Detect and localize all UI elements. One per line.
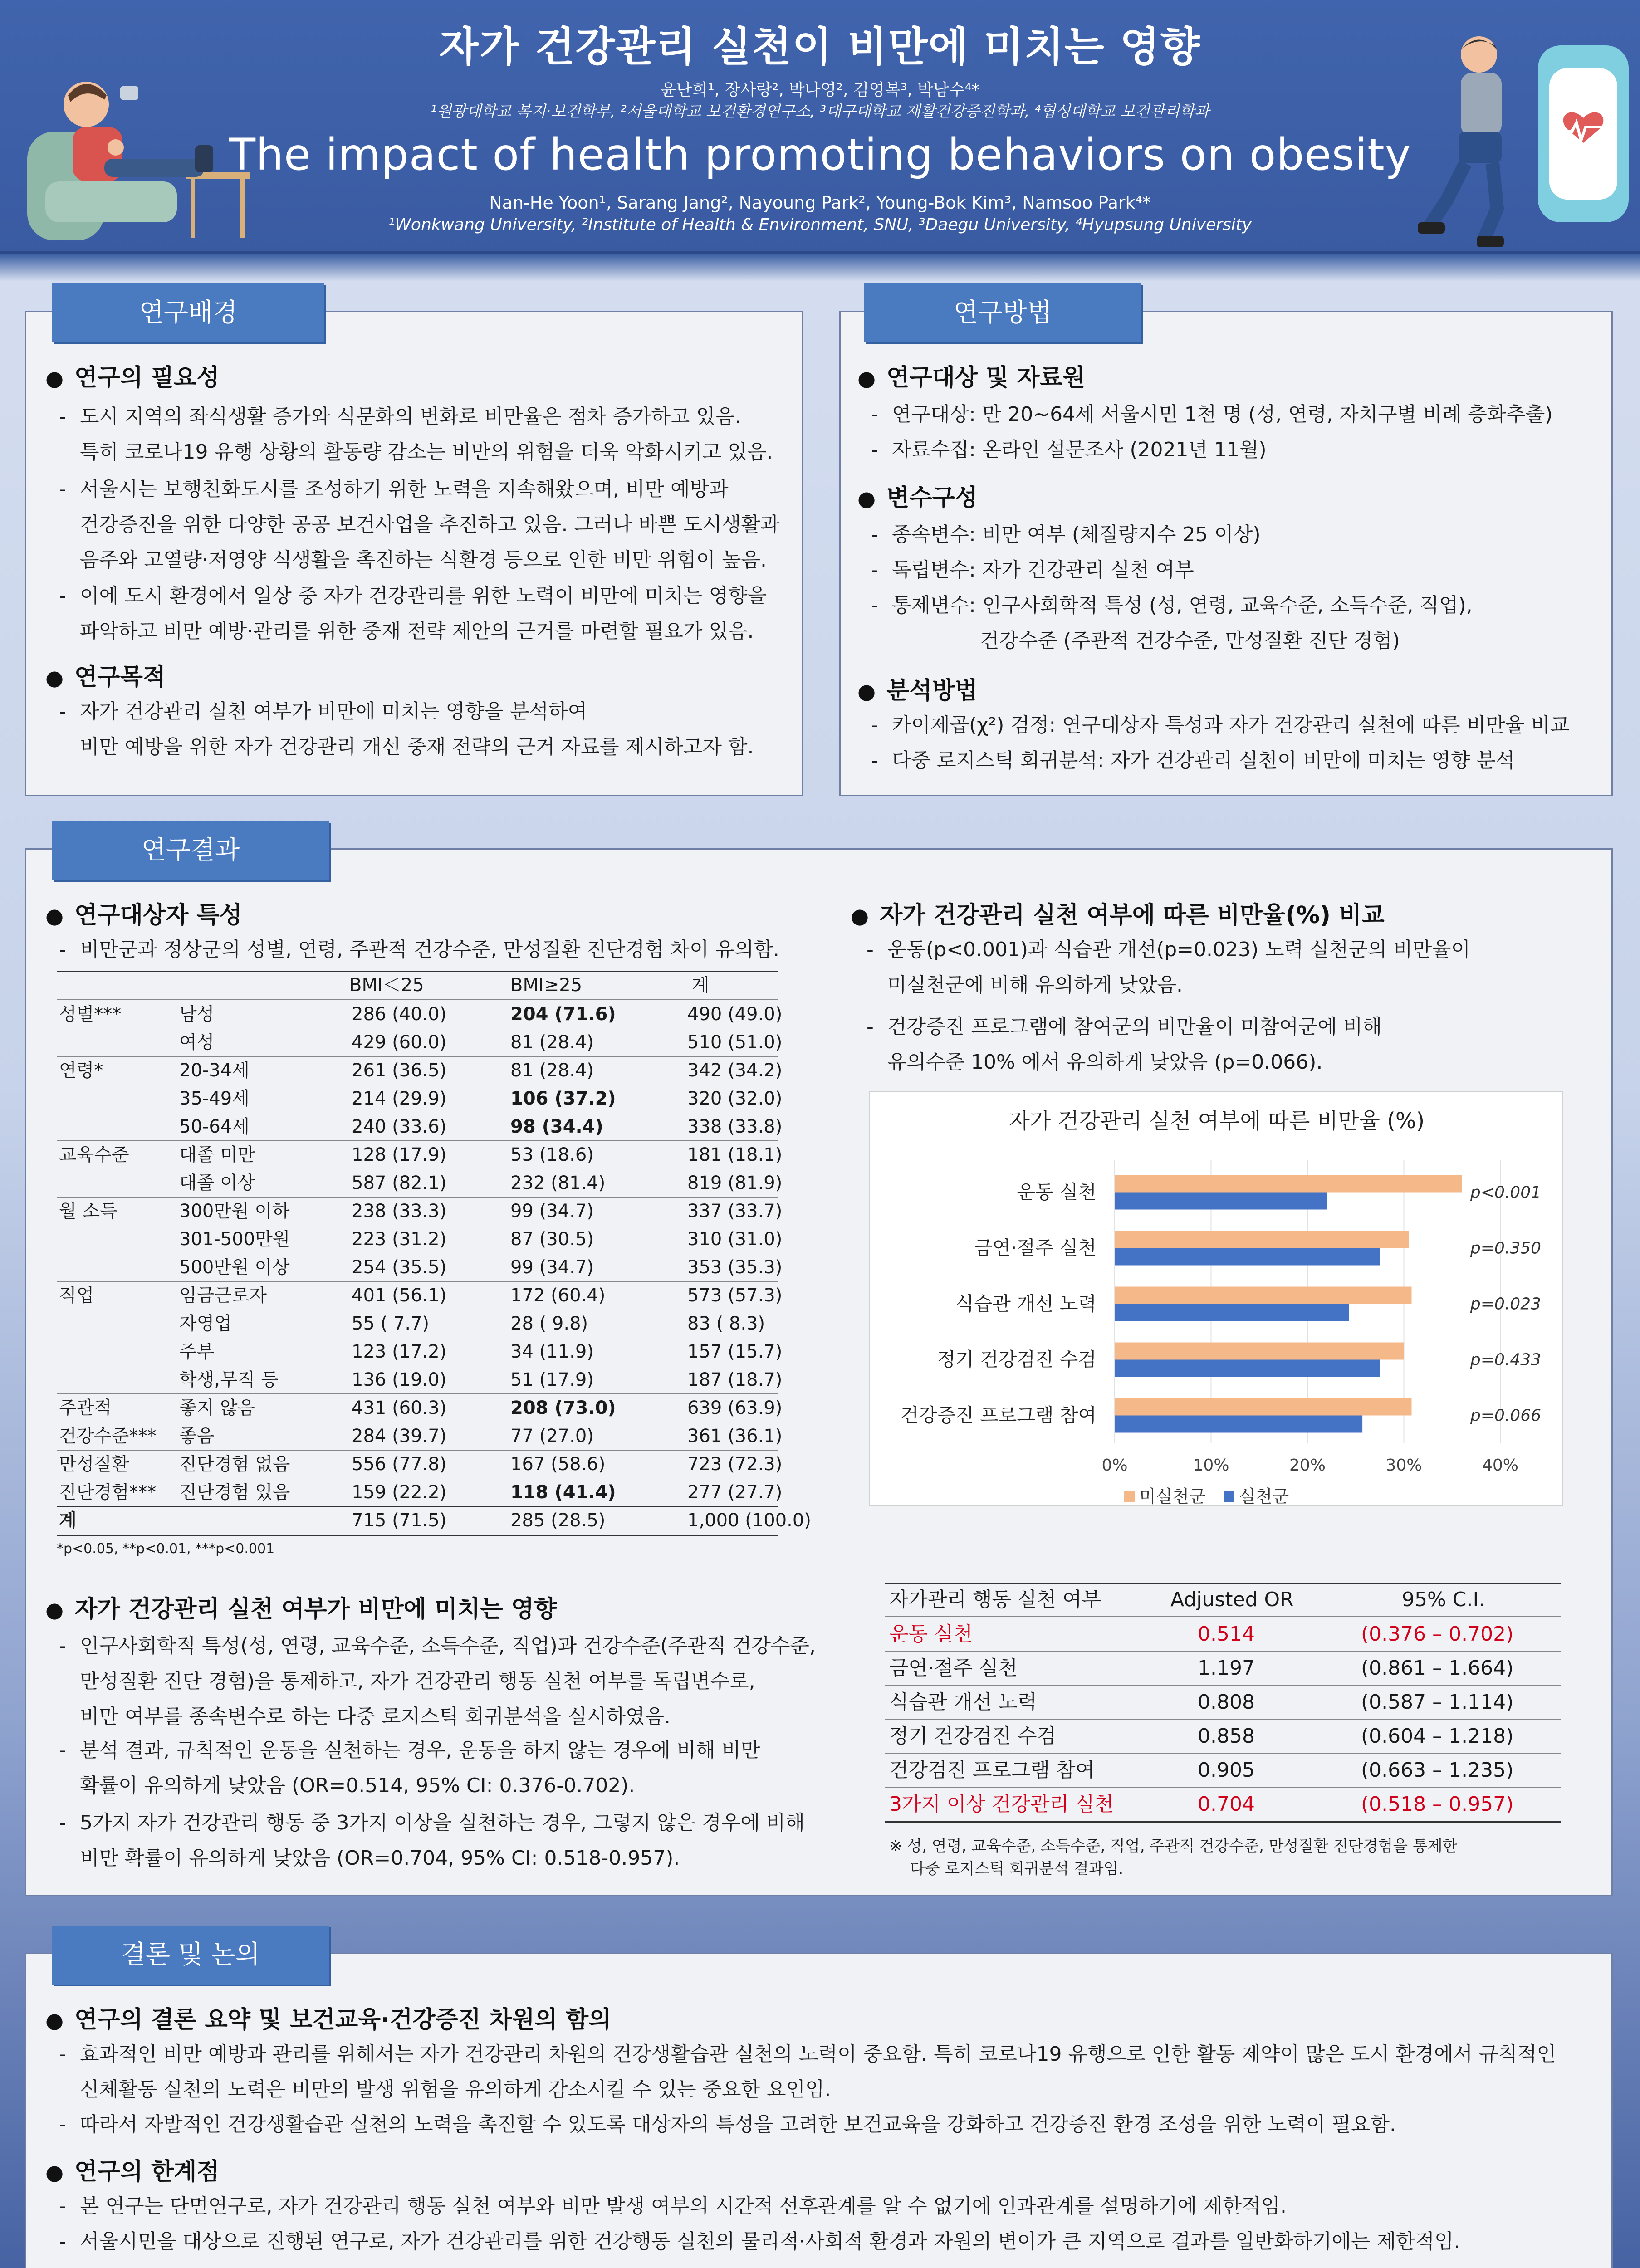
cell-subgroup: 좋음 — [179, 1426, 215, 1447]
cell-bmi-normal: 123 (17.2) — [352, 1341, 447, 1362]
characteristics-summary: - 비만군과 정상군의 성별, 연령, 주관적 건강수준, 만성질환 진단경험 차이 유의함. — [59, 938, 779, 961]
cell-total: 277 (27.7) — [687, 1482, 783, 1503]
or-cell-ci: (0.587 – 1.114) — [1361, 1691, 1514, 1714]
cell-subgroup: 좋지 않음 — [179, 1398, 255, 1418]
heading-necessity: ● 연구의 필요성 — [45, 358, 220, 392]
heading-conclusion: ● 연구의 결론 요약 및 보건교육·건강증진 차원의 함의 — [45, 2000, 611, 2034]
chart-bar-practice — [1115, 1248, 1380, 1266]
cell-bmi-normal: 286 (40.0) — [352, 1004, 447, 1025]
cell-group: 진단경험*** — [59, 1482, 157, 1503]
cell-bmi-obese: 204 (71.6) — [510, 1004, 616, 1025]
authors-korean: 윤난희¹, 장사랑², 박나영², 김영복³, 박남수⁴* — [660, 81, 980, 99]
or-cell-value: 0.514 — [1198, 1623, 1255, 1646]
comparison-paragraph-2: - 건강증진 프로그램에 참여군의 비만율이 미참여군에 비해 유의수준 10% 에서 유의하게 낮았음 (p=0.066). — [867, 1015, 1382, 1074]
chart-category-label: 식습관 개선 노력 — [955, 1292, 1097, 1315]
cell-bmi-normal: 55 ( 7.7) — [352, 1313, 430, 1334]
methods-var-control: - 통제변수: 인구사회학적 특성 (성, 연령, 교육수준, 소득수준, 직업), 건강수준 (주관적 건강수준, 만성질환 진단 경험) — [871, 594, 1473, 652]
cell-bmi-obese: 81 (28.4) — [510, 1060, 594, 1081]
cell-subgroup: 임금근로자 — [179, 1285, 267, 1306]
cell-total: 337 (33.7) — [687, 1201, 783, 1222]
or-header-ci: 95% C.I. — [1402, 1588, 1485, 1611]
affiliations-english: ¹Wonkwang University, ²Institute of Health & Environment, SNU, ³Daegu University, ⁴Hyupsung University — [388, 215, 1252, 234]
or-cell-ci: (0.604 – 1.218) — [1361, 1725, 1514, 1748]
chart-bar-non-practice — [1115, 1231, 1409, 1248]
methods-var-independent: - 독립변수: 자가 건강관리 실천 여부 — [871, 558, 1194, 582]
chart-x-tick-label: 0% — [1101, 1456, 1128, 1475]
cell-subgroup: 50-64세 — [179, 1116, 250, 1137]
heading-purpose: ● 연구목적 — [45, 658, 166, 692]
cell-group: 교육수준 — [59, 1144, 129, 1165]
chart-p-value-label: p=0.023 — [1470, 1295, 1541, 1314]
table-row — [57, 1029, 783, 1056]
table-row — [57, 1507, 811, 1534]
or-header-behavior: 자가관리 행동 실천 여부 — [889, 1588, 1101, 1611]
limitation-paragraph-1: - 본 연구는 단면연구로, 자가 건강관리 행동 실천 여부와 비만 발생 여부의 시간적 선후관계를 알 수 없기에 인과관계를 설명하기에 제한적임. — [59, 2195, 1287, 2218]
chart-p-value-label: p=0.433 — [1470, 1350, 1541, 1369]
table-row — [57, 1254, 783, 1281]
table-significance-note: *p<0.05, **p<0.01, ***p<0.001 — [57, 1541, 275, 1557]
methods-var-dependent: - 종속변수: 비만 여부 (체질량지수 25 이상) — [871, 523, 1261, 546]
cell-bmi-normal: 556 (77.8) — [352, 1454, 447, 1475]
methods-subjects-1: - 연구대상: 만 20~64세 서울시민 1천 명 (성, 연령, 자치구별 비례 층화추출) — [871, 403, 1553, 426]
chart-title: 자가 건강관리 실천 여부에 따른 비만율 (%) — [1008, 1108, 1425, 1134]
chart-bar-non-practice — [1115, 1398, 1412, 1416]
cell-total: 338 (33.8) — [687, 1116, 783, 1137]
cell-bmi-normal: 159 (22.2) — [352, 1482, 447, 1503]
cell-subgroup: 20-34세 — [179, 1060, 250, 1081]
cell-bmi-obese: 285 (28.5) — [510, 1510, 606, 1531]
limitation-paragraph-2: - 서울시민을 대상으로 진행된 연구로, 자가 건강관리를 위한 건강행동 실천의 물리적·사회적 환경과 자원의 변이가 큰 지역으로 결과를 일반화하기에는 제한적임. — [59, 2230, 1460, 2253]
cell-group: 월 소득 — [59, 1201, 117, 1222]
chart-p-value-label: p<0.001 — [1470, 1183, 1541, 1202]
or-cell-value: 0.704 — [1198, 1793, 1255, 1816]
cell-bmi-obese: 99 (34.7) — [510, 1257, 594, 1278]
cell-bmi-normal: 240 (33.6) — [352, 1116, 447, 1137]
cell-subgroup: 35-49세 — [179, 1088, 250, 1109]
cell-bmi-normal: 254 (35.5) — [352, 1257, 447, 1278]
conclusion-tab: 결론 및 논의 — [52, 1926, 329, 1984]
cell-subgroup: 진단경험 있음 — [179, 1482, 290, 1503]
or-cell-behavior: 3가지 이상 건강관리 실천 — [889, 1793, 1114, 1816]
cell-total: 1,000 (100.0) — [687, 1510, 811, 1531]
conclusion-paragraph-1: - 효과적인 비만 예방과 관리를 위해서는 자가 건강관리 차원의 건강생활습관 실천의 노력이 중요함. 특히 코로나19 유행으로 인한 활동 제약이 많은 도시 환경에서 규칙적인 신체활동 실천의 노력은 비만의 발생 위험을 유의하게 감소시킬 수 있는 중요한 요인임. — [59, 2043, 1556, 2101]
odds-ratio-table — [885, 1583, 1561, 1816]
cell-bmi-normal: 587 (82.1) — [352, 1173, 447, 1193]
or-cell-behavior: 운동 실천 — [889, 1623, 973, 1646]
cell-bmi-normal: 429 (60.0) — [352, 1032, 447, 1053]
cell-total: 510 (51.0) — [687, 1032, 783, 1053]
header-bmi-normal: BMI＜25 — [349, 975, 424, 996]
methods-tab: 연구방법 — [864, 284, 1141, 342]
affiliations-korean: ¹원광대학교 복지·보건학부, ²서울대학교 보건환경연구소, ³대구대학교 재활건강증진학과, ⁴협성대학교 보건관리학과 — [430, 103, 1210, 121]
cell-bmi-obese: 167 (58.6) — [510, 1454, 606, 1475]
background-paragraph-1: - 도시 지역의 좌식생활 증가와 식문화의 변화로 비만율은 점차 증가하고 있음. 특히 코로나19 유행 상황의 활동량 감소는 비만의 위험을 더욱 악화시키고 있음. — [59, 405, 773, 464]
chart-x-tick-label: 10% — [1193, 1456, 1229, 1475]
background-tab: 연구배경 — [52, 284, 324, 342]
or-header-or: Adjusted OR — [1170, 1588, 1294, 1611]
table-row — [57, 1141, 783, 1168]
cell-group: 성별*** — [59, 1004, 122, 1025]
cell-bmi-normal: 431 (60.3) — [352, 1398, 447, 1418]
chart-x-tick-label: 20% — [1289, 1456, 1326, 1475]
table-row — [57, 1310, 778, 1337]
table-row — [57, 1282, 783, 1309]
table-row — [57, 1169, 783, 1197]
or-cell-behavior: 금연·절주 실천 — [889, 1657, 1018, 1680]
chart-bar-non-practice — [1115, 1175, 1462, 1193]
comparison-paragraph-1: - 운동(p<0.001)과 식습관 개선(p=0.023) 노력 실천군의 비만율이 미실천군에 비해 유의하게 낮았음. — [867, 938, 1471, 997]
cell-subgroup: 500만원 이상 — [179, 1257, 290, 1278]
table-row — [57, 1422, 783, 1450]
cell-bmi-obese: 172 (60.4) — [510, 1285, 606, 1306]
chart-p-value-label: p=0.350 — [1470, 1239, 1541, 1258]
or-table-row — [885, 1721, 1561, 1752]
cell-group: 주관적 — [59, 1398, 112, 1418]
or-cell-ci: (0.376 – 0.702) — [1361, 1623, 1514, 1646]
cell-total: 353 (35.3) — [687, 1257, 783, 1278]
heading-characteristics: ● 연구대상자 특성 — [45, 896, 242, 930]
methods-analysis-2: - 다중 로지스틱 회귀분석: 자가 건강관리 실천이 비만에 미치는 영향 분석 — [871, 749, 1515, 772]
table-row — [57, 1198, 783, 1225]
chart-category-label: 금연·절주 실천 — [974, 1237, 1097, 1259]
table-row — [57, 1001, 783, 1028]
cell-bmi-normal: 261 (36.5) — [352, 1060, 447, 1081]
cell-total: 361 (36.1) — [687, 1426, 783, 1447]
cell-bmi-normal: 223 (31.2) — [352, 1229, 447, 1250]
relaxing-person-icon — [18, 68, 254, 249]
cell-bmi-normal: 401 (56.1) — [352, 1285, 447, 1306]
cell-total: 320 (32.0) — [687, 1088, 783, 1109]
cell-bmi-normal: 715 (71.5) — [352, 1510, 447, 1531]
legend-label: 미실천군 — [1139, 1486, 1206, 1506]
methods-subjects-2: - 자료수집: 온라인 설문조사 (2021년 11월) — [871, 438, 1267, 461]
or-cell-value: 1.197 — [1198, 1657, 1255, 1680]
cell-total: 342 (34.2) — [687, 1060, 783, 1081]
chart-x-tick-label: 40% — [1482, 1456, 1519, 1475]
cell-bmi-obese: 87 (30.5) — [510, 1229, 594, 1250]
cell-bmi-obese: 51 (17.9) — [510, 1369, 594, 1390]
chart-bar-non-practice — [1115, 1343, 1404, 1360]
or-cell-behavior: 정기 건강검진 수검 — [889, 1725, 1057, 1748]
heading-comparison: ● 자가 건강관리 실천 여부에 따른 비만율(%) 비교 — [851, 896, 1385, 930]
cell-total: 490 (49.0) — [687, 1004, 783, 1025]
heading-variables: ● 변수구성 — [857, 479, 978, 513]
cell-bmi-normal: 214 (29.9) — [352, 1088, 447, 1109]
or-header-row — [885, 1585, 1561, 1615]
cell-bmi-obese: 106 (37.2) — [510, 1088, 616, 1109]
table-row — [57, 1451, 783, 1478]
cell-total: 83 ( 8.3) — [687, 1313, 765, 1334]
table-row — [57, 1338, 783, 1365]
cell-subgroup: 학생,무직 등 — [179, 1369, 279, 1390]
cell-total: 573 (57.3) — [687, 1285, 783, 1306]
or-cell-value: 0.808 — [1198, 1691, 1255, 1714]
cell-bmi-obese: 118 (41.4) — [510, 1482, 616, 1503]
cell-total: 181 (18.1) — [687, 1144, 783, 1165]
chart-category-label: 정기 건강검진 수검 — [937, 1348, 1097, 1371]
chart-x-tick-label: 30% — [1385, 1456, 1422, 1475]
cell-subgroup: 남성 — [179, 1004, 215, 1025]
cell-subgroup: 301-500만원 — [179, 1229, 290, 1250]
table-header-row — [57, 972, 778, 999]
purpose-paragraph: - 자가 건강관리 실천 여부가 비만에 미치는 영향을 분석하여 비만 예방을 위한 자가 건강관리 개선 중재 전략의 근거 자료를 제시하고자 함. — [59, 700, 754, 758]
cell-group: 직업 — [59, 1285, 94, 1306]
chart-svg — [870, 1092, 1564, 1507]
conclusion-paragraph-2: - 따라서 자발적인 건강생활습관 실천의 노력을 촉진할 수 있도록 대상자의 특성을 고려한 보건교육을 강화하고 건강증진 환경 조성을 위한 노력이 필요함. — [59, 2113, 1396, 2136]
or-cell-behavior: 식습관 개선 노력 — [889, 1691, 1037, 1714]
authors-english: Nan-He Yoon¹, Sarang Jang², Nayoung Park², Young-Bok Kim³, Namsoo Park⁴* — [489, 193, 1151, 213]
title-english: The impact of health promoting behaviors on obesity — [229, 129, 1411, 180]
effect-paragraph-3: - 5가지 자가 건강관리 행동 중 3가지 이상을 실천하는 경우, 그렇지 않은 경우에 비해 비만 확률이 유의하게 낮았음 (OR=0.704, 95% CI: 0.518-0.957). — [59, 1811, 805, 1870]
cell-bmi-obese: 232 (81.4) — [510, 1173, 606, 1193]
characteristics-table — [57, 971, 811, 1551]
cell-total: 723 (72.3) — [687, 1454, 783, 1475]
or-table-row — [885, 1755, 1561, 1786]
cell-group: 계 — [59, 1510, 77, 1531]
cell-group: 연령* — [59, 1060, 103, 1081]
legend-swatch — [1224, 1491, 1234, 1502]
or-cell-ci: (0.663 – 1.235) — [1361, 1759, 1514, 1782]
results-tab: 연구결과 — [52, 821, 329, 880]
table-row — [57, 1394, 783, 1422]
background-paragraph-3: - 이에 도시 환경에서 일상 중 자가 건강관리를 위한 노력이 비만에 미치는 영향을 파악하고 비만 예방·관리를 위한 중재 전략 제안의 근거를 마련할 필요가 있음. — [59, 584, 767, 643]
chart-p-value-label: p=0.066 — [1470, 1406, 1541, 1425]
or-table-row — [885, 1686, 1561, 1718]
chart-category-label: 건강증진 프로그램 참여 — [900, 1404, 1097, 1427]
cell-bmi-obese: 208 (73.0) — [510, 1398, 616, 1418]
background-paragraph-2: - 서울시는 보행친화도시를 조성하기 위한 노력을 지속해왔으며, 비만 예방과 건강증진을 위한 다양한 공공 보건사업을 추진하고 있음. 그러나 바쁜 도시생활과 음주와 고열량·저영양 식생활을 촉진하는 식환경 등으로 인한 비만 위험이 높음. — [59, 478, 780, 572]
table-row — [57, 1085, 783, 1112]
effect-paragraph-1: - 인구사회학적 특성(성, 연령, 교육수준, 소득수준, 직업)과 건강수준(주관적 건강수준, 만성질환 진단 경험)을 통제하고, 자가 건강관리 행동 실천 여부를 독립변수로, 비만 여부를 종속변수로 하는 다중 로지스틱 회귀분석을 실시하였음. — [59, 1634, 816, 1728]
cell-total: 310 (31.0) — [687, 1229, 783, 1250]
cell-bmi-normal: 238 (33.3) — [352, 1201, 447, 1222]
obesity-rate-chart — [869, 1091, 1563, 1506]
effect-paragraph-2: - 분석 결과, 규칙적인 운동을 실천하는 경우, 운동을 하지 않는 경우에 비해 비만 확률이 유의하게 낮았음 (OR=0.514, 95% CI: 0.376-0.702). — [59, 1739, 760, 1797]
or-cell-value: 0.858 — [1198, 1725, 1255, 1748]
poster-header — [0, 0, 1640, 254]
table-row — [57, 1226, 783, 1253]
runner-smartwatch-icon — [1415, 27, 1633, 249]
chart-bar-non-practice — [1115, 1287, 1412, 1304]
cell-subgroup: 300만원 이하 — [179, 1201, 290, 1222]
cell-bmi-obese: 77 (27.0) — [510, 1426, 594, 1447]
or-cell-ci: (0.518 – 0.957) — [1361, 1793, 1514, 1816]
or-cell-value: 0.905 — [1198, 1759, 1255, 1782]
header-bmi-obese: BMI≥25 — [510, 975, 583, 996]
or-table-note: ※ 성, 연령, 교육수준, 소득수준, 직업, 주관적 건강수준, 만성질환 진단경험을 통제한 다중 로지스틱 회귀분석 결과임. — [889, 1837, 1458, 1878]
cell-bmi-normal: 136 (19.0) — [352, 1369, 447, 1390]
table-row — [57, 1113, 783, 1140]
heading-analysis: ● 분석방법 — [857, 671, 978, 705]
cell-subgroup: 여성 — [179, 1032, 215, 1053]
table-row — [57, 1057, 783, 1084]
cell-total: 819 (81.9) — [687, 1173, 783, 1193]
heading-effect: ● 자가 건강관리 실천 여부가 비만에 미치는 영향 — [45, 1590, 557, 1624]
chart-category-label: 운동 실천 — [1017, 1181, 1097, 1203]
or-cell-behavior: 건강검진 프로그램 참여 — [889, 1759, 1095, 1782]
cell-subgroup: 대졸 이상 — [179, 1173, 255, 1193]
heading-subjects: ● 연구대상 및 자료원 — [857, 358, 1085, 392]
cell-bmi-obese: 99 (34.7) — [510, 1201, 594, 1222]
or-cell-ci: (0.861 – 1.664) — [1361, 1657, 1514, 1680]
header-total: 계 — [692, 975, 710, 996]
title-korean: 자가 건강관리 실천이 비만에 미치는 영향 — [439, 23, 1201, 71]
methods-analysis-1: - 카이제곱(χ²) 검정: 연구대상자 특성과 자가 건강관리 실천에 따른 비만율 비교 — [871, 714, 1570, 737]
cell-bmi-obese: 53 (18.6) — [510, 1144, 594, 1165]
cell-bmi-normal: 128 (17.9) — [352, 1144, 447, 1165]
cell-bmi-obese: 98 (34.4) — [510, 1116, 603, 1137]
cell-total: 639 (63.9) — [687, 1398, 783, 1418]
cell-group: 만성질환 — [59, 1454, 129, 1475]
cell-bmi-normal: 284 (39.7) — [352, 1426, 447, 1447]
cell-subgroup: 진단경험 없음 — [179, 1454, 290, 1475]
cell-bmi-obese: 28 ( 9.8) — [510, 1313, 588, 1334]
heading-limitations: ● 연구의 한계점 — [45, 2152, 220, 2186]
cell-bmi-obese: 81 (28.4) — [510, 1032, 594, 1053]
cell-total: 187 (18.7) — [687, 1369, 783, 1390]
chart-bar-practice — [1115, 1360, 1380, 1377]
cell-total: 157 (15.7) — [687, 1341, 783, 1362]
table-row — [57, 1366, 783, 1393]
cell-subgroup: 자영업 — [179, 1313, 232, 1334]
or-table-row — [885, 1618, 1561, 1650]
chart-bar-practice — [1115, 1304, 1349, 1321]
cell-subgroup: 주부 — [179, 1341, 215, 1362]
chart-bar-practice — [1115, 1416, 1362, 1433]
cell-group: 건강수준*** — [59, 1426, 157, 1447]
cell-subgroup: 대졸 미만 — [179, 1144, 255, 1165]
chart-bar-practice — [1115, 1193, 1327, 1210]
cell-bmi-obese: 34 (11.9) — [510, 1341, 594, 1362]
table-row — [57, 1479, 783, 1506]
legend-swatch — [1124, 1491, 1135, 1502]
or-table-row — [885, 1652, 1561, 1684]
legend-label: 실천군 — [1239, 1486, 1289, 1506]
or-table-row — [885, 1789, 1561, 1820]
